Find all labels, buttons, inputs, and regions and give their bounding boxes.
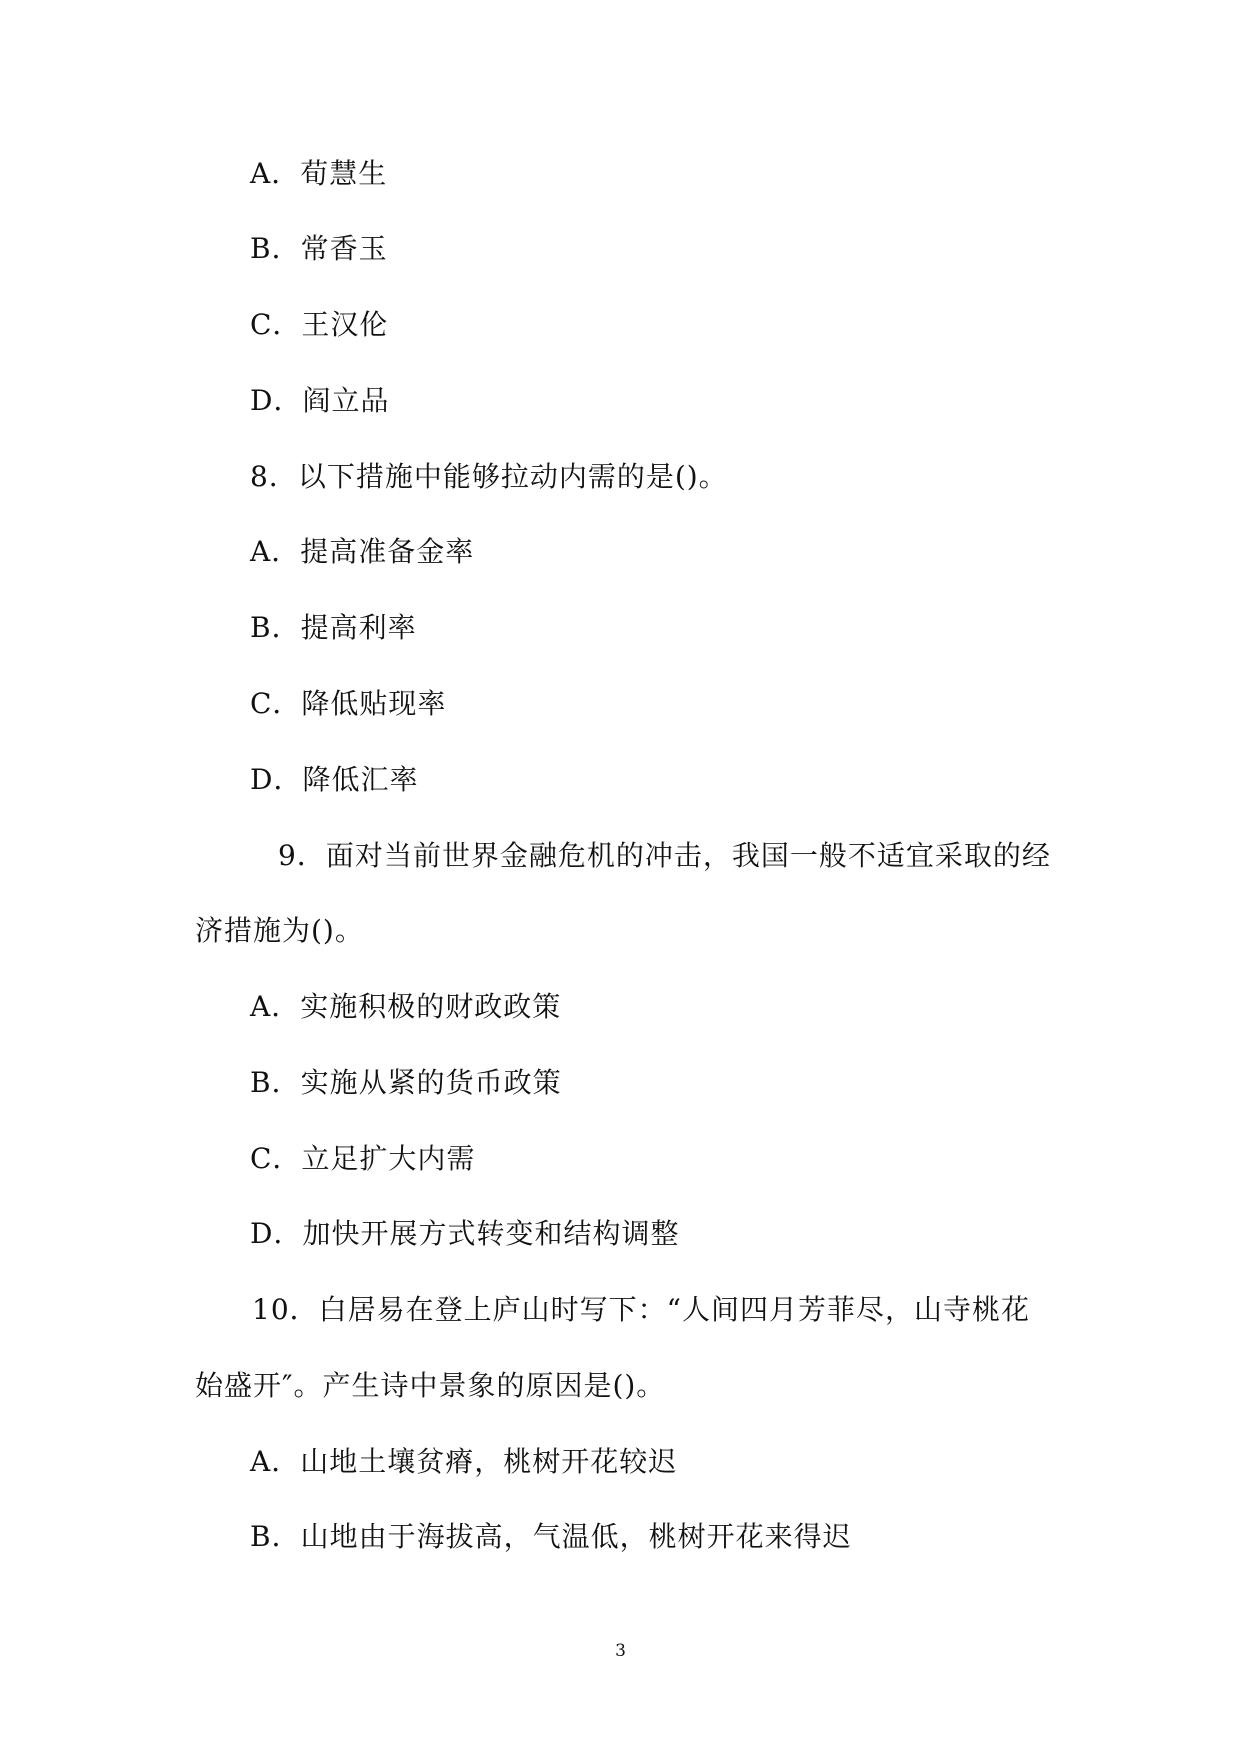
q10-stem-line1: 10．白居易在登上庐山时写下：“人间四月芳菲尽，山寺桃花 — [252, 1293, 1030, 1326]
q9-option-c: C．立足扩大内需 — [250, 1142, 476, 1175]
q9-option-a: A．实施积极的财政政策 — [250, 990, 562, 1023]
q8-stem: 8．以下措施中能够拉动内需的是()。 — [250, 460, 728, 493]
q9-stem-line1: 9．面对当前世界金融危机的冲击，我国一般不适宜采取的经 — [278, 839, 1051, 872]
page-number: 3 — [615, 1641, 626, 1661]
q7-option-b: B．常香玉 — [250, 232, 388, 265]
q8-option-a: A．提高准备金率 — [250, 535, 475, 568]
q9-stem-line2: 济措施为()。 — [195, 914, 364, 947]
q8-option-d: D．降低汇率 — [250, 763, 419, 796]
q9-option-b: B．实施从紧的货币政策 — [250, 1066, 562, 1099]
q7-option-a: A．荀慧生 — [250, 157, 388, 190]
q9-option-d: D．加快开展方式转变和结构调整 — [250, 1217, 680, 1250]
q10-stem-line2: 始盛开″。产生诗中景象的原因是()。 — [195, 1369, 666, 1402]
q8-option-c: C．降低贴现率 — [250, 687, 447, 720]
q8-option-b: B．提高利率 — [250, 611, 417, 644]
q7-option-c: C．王汉伦 — [250, 308, 389, 341]
q7-option-d: D．阎立品 — [250, 384, 390, 417]
q10-option-b: B．山地由于海拔高，气温低，桃树开花来得迟 — [250, 1520, 852, 1553]
q10-option-a: A．山地土壤贫瘠，桃树开花较迟 — [250, 1445, 678, 1478]
